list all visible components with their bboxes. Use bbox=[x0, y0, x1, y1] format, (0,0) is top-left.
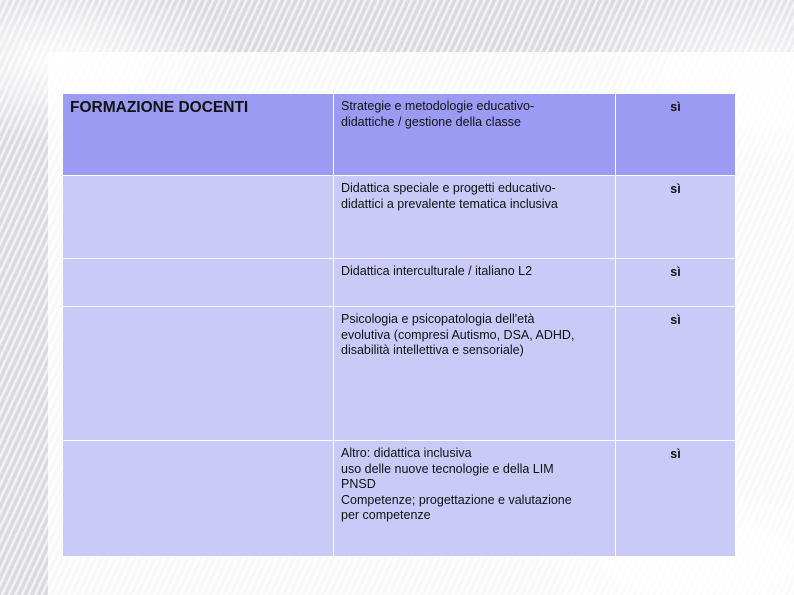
topic-line: per competenze bbox=[341, 508, 431, 522]
topic-line: uso delle nuove tecnologie e della LIM bbox=[341, 461, 554, 476]
empty-cell bbox=[63, 259, 334, 307]
table-row bbox=[63, 259, 736, 307]
table-row bbox=[63, 176, 736, 259]
topic-line: Altro: didattica inclusiva bbox=[341, 446, 472, 460]
topic-line: disabilità intellettiva e sensoriale) bbox=[341, 343, 524, 357]
topic-line: Psicologia e psicopatologia dell'età bbox=[341, 312, 535, 326]
topic-cell bbox=[334, 94, 616, 176]
topic-line: Strategie e metodologie educativo- bbox=[341, 99, 535, 113]
value-cell: sì bbox=[616, 94, 736, 176]
value-cell: sì bbox=[616, 307, 736, 441]
topic-line: PNSD bbox=[341, 477, 376, 491]
empty-cell bbox=[63, 176, 334, 259]
value-cell: sì bbox=[616, 441, 736, 557]
empty-cell bbox=[63, 307, 334, 441]
topic-cell bbox=[334, 441, 616, 557]
topic-line: didattiche / gestione della classe bbox=[341, 114, 521, 129]
value-cell: sì bbox=[616, 176, 736, 259]
section-title: FORMAZIONE DOCENTI bbox=[70, 99, 249, 116]
topic-line: Competenze; progettazione e valutazione bbox=[341, 492, 572, 507]
topic-line: Didattica interculturale / italiano L2 bbox=[341, 264, 533, 278]
topic-line: evolutiva (compresi Autismo, DSA, ADHD, bbox=[341, 327, 575, 342]
topic-line: Didattica speciale e progetti educativo- bbox=[341, 181, 556, 195]
topic-line: didattici a prevalente tematica inclusiva bbox=[341, 196, 558, 211]
topic-cell bbox=[334, 259, 616, 307]
table-row bbox=[63, 441, 736, 557]
value-cell: sì bbox=[616, 259, 736, 307]
topic-cell bbox=[334, 176, 616, 259]
table-row bbox=[63, 307, 736, 441]
training-table bbox=[62, 93, 736, 557]
topic-cell bbox=[334, 307, 616, 441]
section-title-cell bbox=[63, 94, 334, 176]
empty-cell bbox=[63, 441, 334, 557]
table-row bbox=[63, 94, 736, 176]
